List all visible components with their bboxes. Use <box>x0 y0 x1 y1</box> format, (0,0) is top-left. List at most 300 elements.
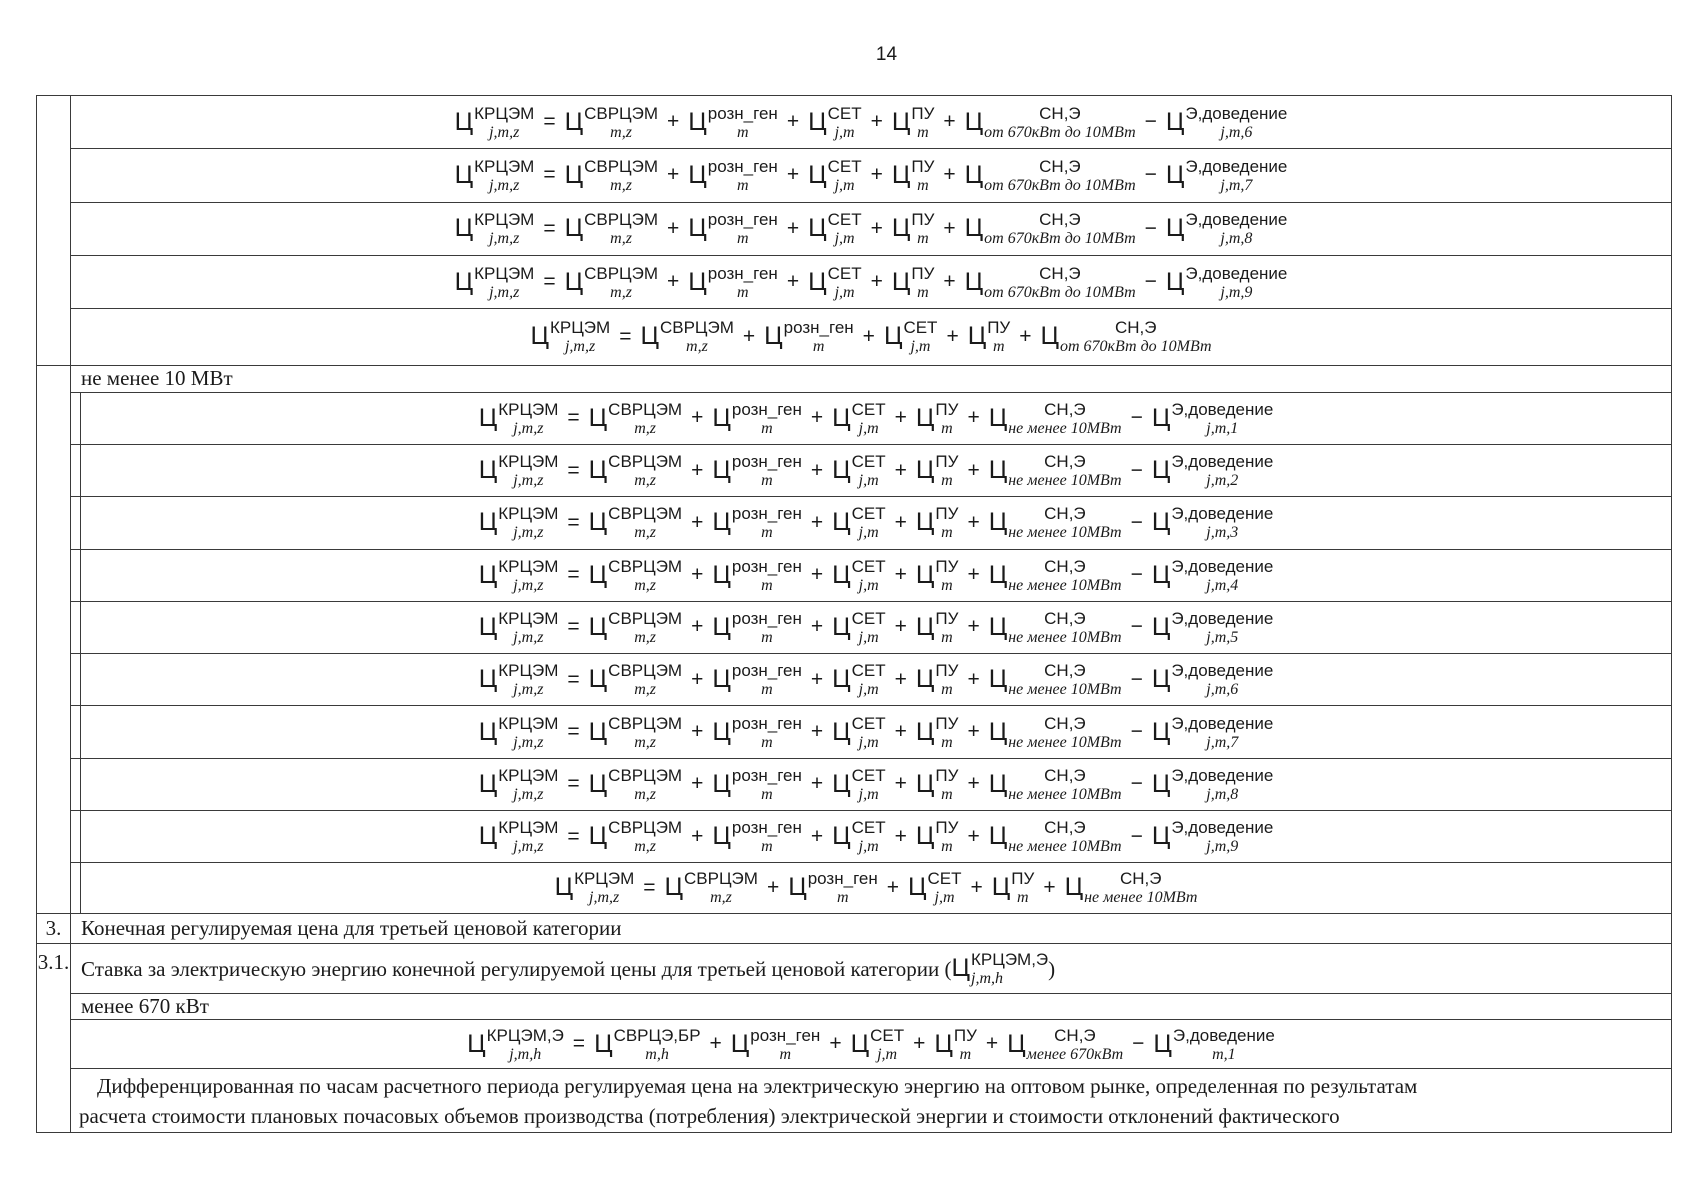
symbol-subscript: j,m,z <box>513 681 544 699</box>
table-row <box>37 255 1672 308</box>
operator: + <box>810 772 824 796</box>
section-title: Конечная регулируемая цена для третьей ценовой категории <box>71 913 1672 943</box>
formula <box>478 713 1274 751</box>
table-row <box>37 601 1672 653</box>
symbol-superscript: Э,доведение <box>1171 765 1274 785</box>
operator: + <box>667 110 680 134</box>
symbol-indices <box>1008 399 1122 437</box>
symbol-subscript: от 670кВт до 10МВт <box>984 176 1136 194</box>
symbol-base: Ц <box>908 873 927 902</box>
symbol-superscript: ПУ <box>935 452 959 472</box>
symbol-superscript: СН,Э <box>1044 818 1086 838</box>
symbol-subscript: j,m,z <box>513 524 544 542</box>
symbol-indices <box>827 156 862 194</box>
symbol-base: Ц <box>530 322 549 351</box>
symbol-superscript: ПУ <box>935 504 959 524</box>
symbol-indices <box>486 1025 564 1063</box>
note-paragraph <box>71 1069 1672 1133</box>
symbol-superscript: СН,Э <box>1044 556 1086 576</box>
symbol-indices <box>935 608 959 646</box>
symbol-base: Ц <box>712 717 731 746</box>
symbol-indices <box>851 504 886 542</box>
symbol-subscript: m <box>761 472 773 490</box>
operator: + <box>913 1032 926 1056</box>
symbol-indices <box>851 818 886 856</box>
symbol-subscript: j,m <box>858 681 879 699</box>
symbol-superscript: СВРЦЭМ <box>608 661 683 681</box>
symbol-base: Ц <box>808 107 827 136</box>
symbol-subscript: j,m,8 <box>1220 230 1253 248</box>
symbol-superscript: КРЦЭМ <box>498 399 559 419</box>
symbol-superscript: розн_ген <box>731 556 802 576</box>
symbol-indices <box>608 452 683 490</box>
symbol-base: Ц <box>832 456 851 485</box>
symbol-superscript: КРЦЭМ <box>498 504 559 524</box>
symbol-subscript: от 670кВт до 10МВт <box>984 283 1136 301</box>
symbol-superscript: ПУ <box>935 399 959 419</box>
symbol-subscript: j,m,z <box>513 419 544 437</box>
symbol-indices <box>1084 869 1198 907</box>
symbol-indices <box>731 504 802 542</box>
operator: + <box>786 163 800 187</box>
symbol-subscript: m,z <box>634 576 657 594</box>
price-symbol <box>891 156 935 194</box>
symbol-subscript: j,m,z <box>489 283 520 301</box>
table-row <box>37 444 1672 496</box>
symbol-indices <box>498 556 559 594</box>
operator: + <box>667 163 680 187</box>
table-row <box>37 994 1672 1020</box>
symbol-subscript: m <box>761 785 773 803</box>
price-symbol <box>1165 210 1288 248</box>
symbol-indices <box>1060 318 1212 356</box>
symbol-superscript: СЕТ <box>851 504 886 524</box>
table-row <box>37 863 1672 913</box>
symbol-indices <box>1171 452 1274 490</box>
symbol-base: Ц <box>588 403 608 432</box>
symbol-superscript: СЕТ <box>851 713 886 733</box>
formula <box>530 318 1212 356</box>
symbol-subscript: не менее 10МВт <box>1008 419 1122 437</box>
equals-sign: = <box>567 824 580 848</box>
page-number: 14 <box>875 44 898 65</box>
symbol-base: Ц <box>988 717 1008 746</box>
symbol-superscript: КРЦЭМ <box>498 818 559 838</box>
price-symbol <box>1151 399 1274 437</box>
symbol-base: Ц <box>883 322 903 351</box>
price-symbol <box>688 210 778 248</box>
symbol-indices <box>1171 504 1274 542</box>
symbol-subscript: m,z <box>634 628 657 646</box>
symbol-subscript: j,m <box>858 472 879 490</box>
price-symbol <box>934 1025 977 1063</box>
symbol-base: Ц <box>688 267 707 296</box>
symbol-base: Ц <box>915 665 935 694</box>
symbol-indices <box>498 661 559 699</box>
symbol-base: Ц <box>988 769 1008 798</box>
symbol-superscript: СВРЦЭМ <box>608 713 683 733</box>
price-symbol <box>478 608 559 646</box>
symbol-superscript: СН,Э <box>1054 1025 1096 1045</box>
symbol-base: Ц <box>588 612 608 641</box>
price-symbol <box>664 869 758 907</box>
operator: + <box>691 563 704 587</box>
symbol-base: Ц <box>688 160 707 189</box>
symbol-superscript: СЕТ <box>927 869 962 889</box>
symbol-base: Ц <box>832 822 851 851</box>
symbol-subscript: не менее 10МВт <box>1008 838 1122 856</box>
symbol-base: Ц <box>564 267 584 296</box>
price-symbol <box>1151 818 1274 856</box>
symbol-base: Ц <box>891 214 911 243</box>
symbol-superscript: розн_ген <box>707 156 778 176</box>
symbol-indices <box>731 452 802 490</box>
symbol-superscript: СЕТ <box>903 318 938 338</box>
symbol-superscript: СВРЦЭМ <box>584 210 659 230</box>
operator: + <box>829 1032 842 1056</box>
symbol-superscript: СЕТ <box>827 210 862 230</box>
symbol-indices <box>1185 210 1288 248</box>
price-symbol <box>1151 661 1274 699</box>
symbol-indices <box>1171 713 1274 751</box>
symbol-superscript: Э,доведение <box>1171 661 1274 681</box>
operator: − <box>1130 510 1143 534</box>
equals-sign: = <box>567 667 580 691</box>
operator: + <box>894 563 907 587</box>
symbol-base: Ц <box>588 769 608 798</box>
symbol-superscript: СВРЦЭМ <box>684 869 758 889</box>
symbol-base: Ц <box>478 456 498 485</box>
symbol-base: Ц <box>664 873 684 902</box>
symbol-superscript: СВРЦЭМ <box>608 608 683 628</box>
symbol-indices <box>987 318 1011 356</box>
symbol-indices <box>1171 608 1274 646</box>
operator: − <box>1130 406 1143 430</box>
symbol-base: Ц <box>594 1029 613 1058</box>
price-symbol <box>478 661 559 699</box>
symbol-base: Ц <box>1165 160 1185 189</box>
symbol-subscript: от 670кВт до 10МВт <box>1060 338 1212 356</box>
formula <box>454 263 1288 301</box>
symbol-subscript: m <box>941 838 953 856</box>
symbol-base: Ц <box>832 769 851 798</box>
symbol-subscript: j,m <box>834 230 855 248</box>
symbol-base: Ц <box>478 769 498 798</box>
price-symbol <box>1007 1025 1124 1063</box>
symbol-subscript: j,m <box>934 889 955 907</box>
symbol-base: Ц <box>832 612 851 641</box>
price-symbol <box>564 156 659 194</box>
symbol-superscript: ПУ <box>935 818 959 838</box>
symbol-indices <box>498 765 559 803</box>
symbol-base: Ц <box>454 267 474 296</box>
operator: + <box>967 563 980 587</box>
operator: − <box>1130 824 1143 848</box>
symbol-indices <box>608 399 683 437</box>
symbol-indices <box>1026 1025 1124 1063</box>
symbol-subscript: m,h <box>645 1045 669 1063</box>
price-symbol <box>640 318 734 356</box>
symbol-base: Ц <box>588 717 608 746</box>
price-symbol <box>588 818 683 856</box>
symbol-subscript: m <box>941 628 953 646</box>
table-row <box>37 309 1672 365</box>
symbol-base: Ц <box>554 873 574 902</box>
symbol-superscript: розн_ген <box>783 318 854 338</box>
operator: + <box>985 1032 999 1056</box>
symbol-base: Ц <box>1165 107 1185 136</box>
symbol-base: Ц <box>988 822 1008 851</box>
symbol-superscript: СН,Э <box>1039 156 1081 176</box>
table-row <box>37 706 1672 758</box>
formula <box>554 869 1198 907</box>
symbol-superscript: СВРЦЭМ <box>608 765 683 785</box>
symbol-subscript: m,z <box>634 472 657 490</box>
symbol-indices <box>1008 713 1122 751</box>
symbol-subscript: не менее 10МВт <box>1084 889 1198 907</box>
section-number: 3.1. <box>37 943 71 1132</box>
symbol-base: Ц <box>1165 214 1185 243</box>
symbol-superscript: СЕТ <box>851 661 886 681</box>
price-symbol <box>915 713 959 751</box>
symbol-subscript: m <box>812 338 825 356</box>
symbol-base: Ц <box>1040 322 1059 351</box>
symbol-indices <box>1185 263 1288 301</box>
operator: + <box>691 772 704 796</box>
symbol-indices <box>1008 504 1122 542</box>
symbol-indices <box>1185 103 1288 141</box>
symbol-subscript: m,z <box>610 123 632 141</box>
price-symbol <box>588 504 683 542</box>
price-symbol <box>588 661 683 699</box>
operator: − <box>1132 1032 1145 1056</box>
price-symbol <box>564 103 659 141</box>
formula <box>478 556 1274 594</box>
price-symbol <box>530 318 611 356</box>
symbol-indices <box>1008 818 1122 856</box>
symbol-base: Ц <box>988 665 1008 694</box>
operator: + <box>870 163 883 187</box>
symbol-base: Ц <box>478 822 498 851</box>
symbol-subscript: j,m,2 <box>1206 472 1239 490</box>
symbol-subscript: j,m,7 <box>1206 733 1239 751</box>
formula-table <box>36 95 1672 1133</box>
table-row <box>37 1069 1672 1133</box>
price-symbol <box>730 1025 821 1063</box>
symbol-base: Ц <box>788 873 807 902</box>
symbol-base: Ц <box>915 456 935 485</box>
symbol-superscript: КРЦЭМ <box>498 661 559 681</box>
price-symbol <box>832 504 886 542</box>
symbol-subscript: j,m,z <box>513 785 544 803</box>
table-row <box>37 913 1672 943</box>
symbol-subscript: не менее 10МВт <box>1008 576 1122 594</box>
symbol-indices <box>498 399 559 437</box>
equals-sign: = <box>567 772 580 796</box>
price-symbol <box>808 156 862 194</box>
symbol-subscript: m,z <box>634 681 657 699</box>
symbol-base: Ц <box>588 508 608 537</box>
price-symbol <box>478 556 559 594</box>
operator: + <box>810 510 824 534</box>
symbol-superscript: ПУ <box>935 765 959 785</box>
price-symbol <box>915 661 959 699</box>
symbol-subscript: j,m,z <box>489 230 520 248</box>
symbol-base: Ц <box>712 612 731 641</box>
symbol-superscript: ПУ <box>1011 869 1035 889</box>
operator: + <box>894 772 907 796</box>
symbol-subscript: m <box>737 283 749 301</box>
price-symbol <box>988 504 1122 542</box>
price-symbol <box>1165 263 1288 301</box>
equals-sign: = <box>543 110 556 134</box>
price-symbol <box>915 556 959 594</box>
symbol-superscript: СЕТ <box>851 556 886 576</box>
symbol-subscript: не менее 10МВт <box>1008 628 1122 646</box>
symbol-indices <box>731 608 802 646</box>
price-symbol <box>588 713 683 751</box>
price-symbol <box>588 452 683 490</box>
symbol-base: Ц <box>478 612 498 641</box>
symbol-subscript: j,m,5 <box>1206 628 1239 646</box>
price-symbol <box>478 399 559 437</box>
symbol-superscript: ПУ <box>935 713 959 733</box>
symbol-subscript: m,z <box>634 785 657 803</box>
symbol-superscript: розн_ген <box>731 765 802 785</box>
symbol-indices <box>971 949 1049 987</box>
symbol-indices <box>731 818 802 856</box>
operator: + <box>810 615 824 639</box>
price-symbol <box>988 452 1122 490</box>
price-symbol <box>832 452 886 490</box>
symbol-base: Ц <box>478 665 498 694</box>
operator: + <box>886 875 900 899</box>
price-symbol <box>891 210 935 248</box>
operator: + <box>691 667 704 691</box>
equals-sign: = <box>572 1032 586 1056</box>
operator: + <box>1043 875 1056 899</box>
price-symbol <box>588 608 683 646</box>
symbol-subscript: m <box>941 576 953 594</box>
symbol-base: Ц <box>988 612 1008 641</box>
operator: + <box>810 667 824 691</box>
formula <box>478 399 1274 437</box>
operator: + <box>894 615 907 639</box>
price-symbol <box>1151 713 1274 751</box>
symbol-base: Ц <box>964 214 984 243</box>
symbol-indices <box>870 1025 905 1063</box>
symbol-subscript: j,m <box>834 283 855 301</box>
formula <box>454 210 1288 248</box>
symbol-base: Ц <box>964 267 984 296</box>
operator: + <box>810 720 824 744</box>
symbol-base: Ц <box>1153 1029 1172 1058</box>
symbol-superscript: розн_ген <box>731 608 802 628</box>
table-row <box>37 365 1672 392</box>
symbol-subscript: m <box>941 785 953 803</box>
symbol-indices <box>851 661 886 699</box>
symbol-indices <box>827 263 862 301</box>
price-symbol <box>915 504 959 542</box>
symbol-indices <box>707 263 778 301</box>
symbol-base: Ц <box>934 1029 953 1058</box>
price-symbol <box>991 869 1035 907</box>
symbol-base: Ц <box>1151 508 1171 537</box>
symbol-indices <box>851 399 886 437</box>
price-symbol <box>1040 318 1212 356</box>
symbol-superscript: ПУ <box>911 263 935 283</box>
symbol-superscript: Э,доведение <box>1171 713 1274 733</box>
price-symbol <box>964 210 1136 248</box>
symbol-subscript: не менее 10МВт <box>1008 733 1122 751</box>
symbol-base: Ц <box>988 456 1008 485</box>
symbol-indices <box>474 210 535 248</box>
symbol-base: Ц <box>454 160 474 189</box>
symbol-subscript: m <box>737 230 749 248</box>
formula <box>454 156 1288 194</box>
price-symbol <box>478 504 559 542</box>
price-symbol <box>883 318 938 356</box>
symbol-superscript: ПУ <box>935 608 959 628</box>
operator: + <box>870 270 883 294</box>
operator: + <box>946 324 959 348</box>
operator: + <box>943 270 956 294</box>
operator: + <box>766 875 780 899</box>
symbol-subscript: j,m <box>910 338 931 356</box>
price-symbol <box>712 661 802 699</box>
operator: + <box>709 1032 722 1056</box>
table-row <box>37 654 1672 706</box>
title-symbol <box>951 949 1049 987</box>
symbol-subscript: не менее 10МВт <box>1008 785 1122 803</box>
symbol-base: Ц <box>891 107 911 136</box>
note-line-1: Дифференцированная по часам расчетного периода регулируемая цена на электрическую энергию на оптовом рынке, определенная по результатам <box>97 1073 1418 1098</box>
price-symbol <box>832 556 886 594</box>
price-symbol <box>832 608 886 646</box>
symbol-indices <box>1171 765 1274 803</box>
equals-sign: = <box>567 510 580 534</box>
symbol-subscript: m <box>761 524 773 542</box>
title-suffix: ) <box>1048 956 1056 981</box>
symbol-base: Ц <box>988 508 1008 537</box>
symbol-indices <box>851 765 886 803</box>
symbol-base: Ц <box>915 612 935 641</box>
equals-sign: = <box>567 615 580 639</box>
symbol-base: Ц <box>712 456 731 485</box>
symbol-superscript: ПУ <box>935 661 959 681</box>
symbol-superscript: ПУ <box>911 103 935 123</box>
symbol-superscript: Э,доведение <box>1171 818 1274 838</box>
symbol-superscript: СН,Э <box>1044 452 1086 472</box>
operator: + <box>943 163 956 187</box>
symbol-superscript: КРЦЭМ <box>498 452 559 472</box>
operator: + <box>786 270 800 294</box>
symbol-superscript: СН,Э <box>1039 263 1081 283</box>
symbol-superscript: розн_ген <box>731 713 802 733</box>
symbol-indices <box>827 103 862 141</box>
price-symbol <box>988 556 1122 594</box>
symbol-indices <box>584 156 659 194</box>
symbol-superscript: Э,доведение <box>1185 210 1288 230</box>
formula <box>478 452 1274 490</box>
price-symbol <box>1151 556 1274 594</box>
symbol-indices <box>851 713 886 751</box>
formula <box>478 661 1274 699</box>
symbol-base: Ц <box>712 822 731 851</box>
symbol-base: Ц <box>1064 873 1084 902</box>
price-symbol <box>988 661 1122 699</box>
symbol-superscript: КРЦЭМ <box>474 263 535 283</box>
